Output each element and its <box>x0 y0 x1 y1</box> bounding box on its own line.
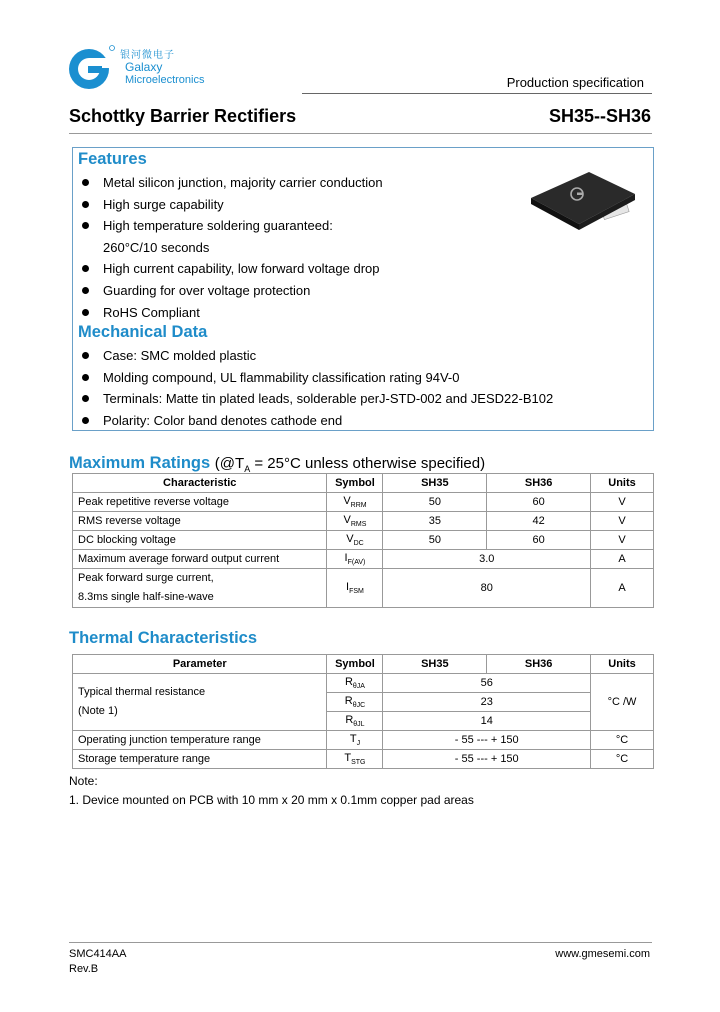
table-row: Typical thermal resistance (Note 1) $R_{\theta JA}$ 56 °C /W <box>73 674 654 693</box>
table-row: DC blocking voltage $V_{DC}$ 50 60 V <box>73 531 654 550</box>
feature-item: Metal silicon junction, majority carrier conduction <box>79 172 383 194</box>
feature-item: High surge capability <box>79 194 383 216</box>
mechanical-item: Case: SMC molded plastic <box>79 345 553 367</box>
note-1: 1. Device mounted on PCB with 10 mm x 20 mm x 0.1mm copper pad areas <box>69 793 474 807</box>
features-box <box>72 147 654 431</box>
feature-item: RoHS Compliant <box>79 302 383 324</box>
feature-item: High current capability, low forward voltage drop <box>79 258 383 280</box>
logo-subtitle: Microelectronics <box>125 74 205 86</box>
features-heading: Features <box>78 150 147 168</box>
document-number: SMC414AA <box>69 948 127 960</box>
thermal-table <box>72 654 654 769</box>
mechanical-list <box>79 345 553 431</box>
notes-title: Note: <box>69 774 98 788</box>
feature-item: Guarding for over voltage protection <box>79 280 383 302</box>
logo-name: Galaxy <box>125 60 163 74</box>
table-row: Peak repetitive reverse voltage $V_{RRM}$ 50 60 V <box>73 493 654 512</box>
part-number-range: SH35--SH36 <box>548 106 651 126</box>
bullet-icon <box>82 309 89 316</box>
smc-package-icon <box>531 164 641 236</box>
table-row: Peak forward surge current, 8.3ms single half-sine-wave $I_{FSM}$ 80 A <box>73 569 654 608</box>
document-title: Schottky Barrier Rectifiers <box>69 106 297 126</box>
feature-item-continuation: 260°C/10 seconds <box>103 239 210 255</box>
title-divider <box>69 133 652 134</box>
max-ratings-table <box>72 473 654 608</box>
footer-divider <box>69 942 652 943</box>
table-row: Maximum average forward output current $I_{F(AV)}$ 3.0 A <box>73 550 654 569</box>
max-ratings-condition: ($@T_A = 25^\circ C$ unless otherwise specified) <box>214 455 486 474</box>
max-ratings-heading: Maximum Ratings ($@T_A = 25^\circ C$ unless otherwise specified) <box>69 454 486 474</box>
thermal-heading: Thermal Characteristics <box>69 629 258 647</box>
bullet-icon <box>82 352 89 359</box>
bullet-icon <box>82 417 89 424</box>
bullet-icon <box>82 222 89 229</box>
table-row: Operating junction temperature range $T_J$ - 55 --- + 150 °C <box>73 731 654 750</box>
bullet-icon <box>82 374 89 381</box>
feature-item: High temperature soldering guaranteed: <box>79 215 383 237</box>
mechanical-heading: Mechanical Data <box>78 323 208 341</box>
website-link[interactable]: www.gmesemi.com <box>555 948 650 960</box>
mechanical-item: Terminals: Matte tin plated leads, solderable perJ-STD-002 and JESD22-B102 <box>79 388 553 410</box>
table-row: $R_{\theta JL}$ 14 <box>73 712 654 731</box>
bullet-icon <box>82 395 89 402</box>
table-row: Storage temperature range $T_{STG}$ - 55 --- + 150 °C <box>73 750 654 769</box>
galaxy-logo-icon <box>68 44 120 90</box>
mechanical-item: Molding compound, UL flammability classification rating 94V-0 <box>79 367 553 389</box>
revision: Rev.B <box>69 963 99 975</box>
table-header-row: Parameter Symbol SH35 SH36 Units <box>73 655 654 674</box>
bullet-icon <box>82 179 89 186</box>
bullet-icon <box>82 201 89 208</box>
table-row: RMS reverse voltage $V_{RMS}$ 35 42 V <box>73 512 654 531</box>
bullet-icon <box>82 265 89 272</box>
bullet-icon <box>82 287 89 294</box>
mechanical-item: Polarity: Color band denotes cathode end <box>79 410 553 432</box>
header-divider <box>302 93 652 94</box>
production-spec-label: Production specification <box>506 75 644 90</box>
table-row: $R_{\theta JC}$ 23 <box>73 693 654 712</box>
company-logo <box>68 44 218 90</box>
logo-chinese-name: 银河微电子 <box>120 50 175 61</box>
table-header-row: Characteristic Symbol SH35 SH36 Units <box>73 474 654 493</box>
features-list <box>79 172 383 323</box>
